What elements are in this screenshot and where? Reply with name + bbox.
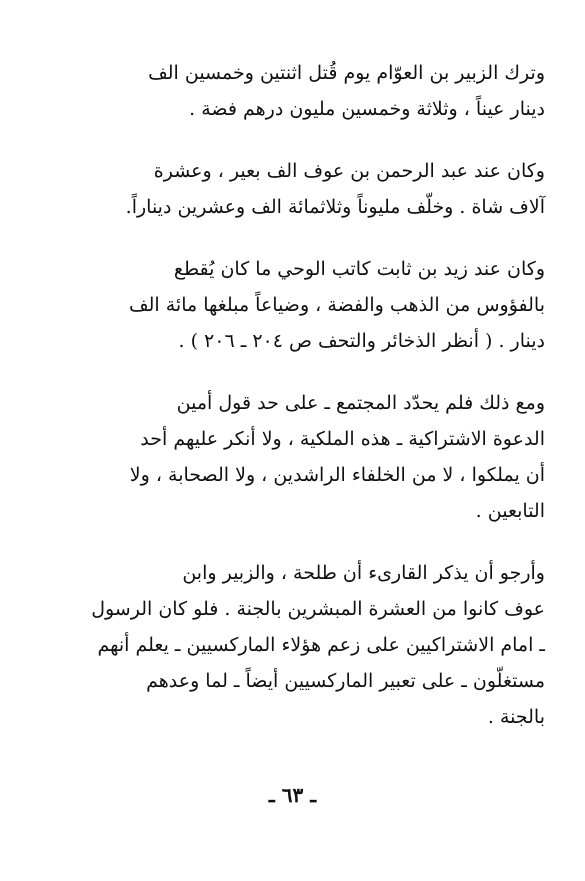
- text-line: آلاف شاة . وخلّف مليوناً وثلاثمائة الف وعشرين ديناراً.: [125, 196, 545, 218]
- text-line: الدعوة الاشتراكية ـ هذه الملكية ، ولا أنكر عليهم أحد: [140, 428, 545, 450]
- paragraph-1: [40, 55, 545, 127]
- text-line: دينار عيناً ، وثلاثة وخمسين مليون درهم فضة .: [189, 98, 545, 120]
- paragraph-2: [40, 153, 545, 225]
- text-line: أن يملكوا ، لا من الخلفاء الراشدين ، ولا الصحابة ، ولا: [129, 464, 545, 486]
- text-line: وترك الزبير بن العوّام يوم قُتل اثنتين وخمسين الف: [148, 62, 545, 84]
- text-line: مستغلّون ـ على تعبير الماركسيين أيضاً ـ لما وعدهم: [146, 670, 545, 692]
- text-line: بالفؤوس من الذهب والفضة ، وضياعاً مبلغها مائة الف: [128, 294, 545, 316]
- text-line: وأرجو أن يذكر القارىء أن طلحة ، والزبير وابن: [182, 562, 545, 584]
- paragraph-5: [40, 555, 545, 735]
- body-text: [40, 55, 545, 735]
- text-line: وكان عند زيد بن ثابت كاتب الوحي ما كان يُقطع: [173, 258, 545, 280]
- text-line: ومع ذلك فلم يحدّد المجتمع ـ على حد قول أمين: [176, 392, 545, 414]
- page-number: ـ ٦٣ ـ: [268, 783, 317, 807]
- text-line: بالجنة .: [487, 706, 545, 728]
- text-line: التابعين .: [475, 500, 545, 522]
- paragraph-4: [40, 385, 545, 529]
- paragraph-3: [40, 251, 545, 359]
- text-line: وكان عند عبد الرحمن بن عوف الف بعير ، وعشرة: [153, 160, 545, 182]
- text-line: عوف كانوا من العشرة المبشرين بالجنة . فلو كان الرسول: [91, 598, 545, 620]
- text-line: ـ امام الاشتراكيين على زعم هؤلاء الماركسيين ـ يعلم أنهم: [97, 634, 545, 656]
- text-line: دينار . ( أنظر الذخائر والتحف ص ٢٠٤ ـ ٢٠٦ ) .: [178, 330, 545, 352]
